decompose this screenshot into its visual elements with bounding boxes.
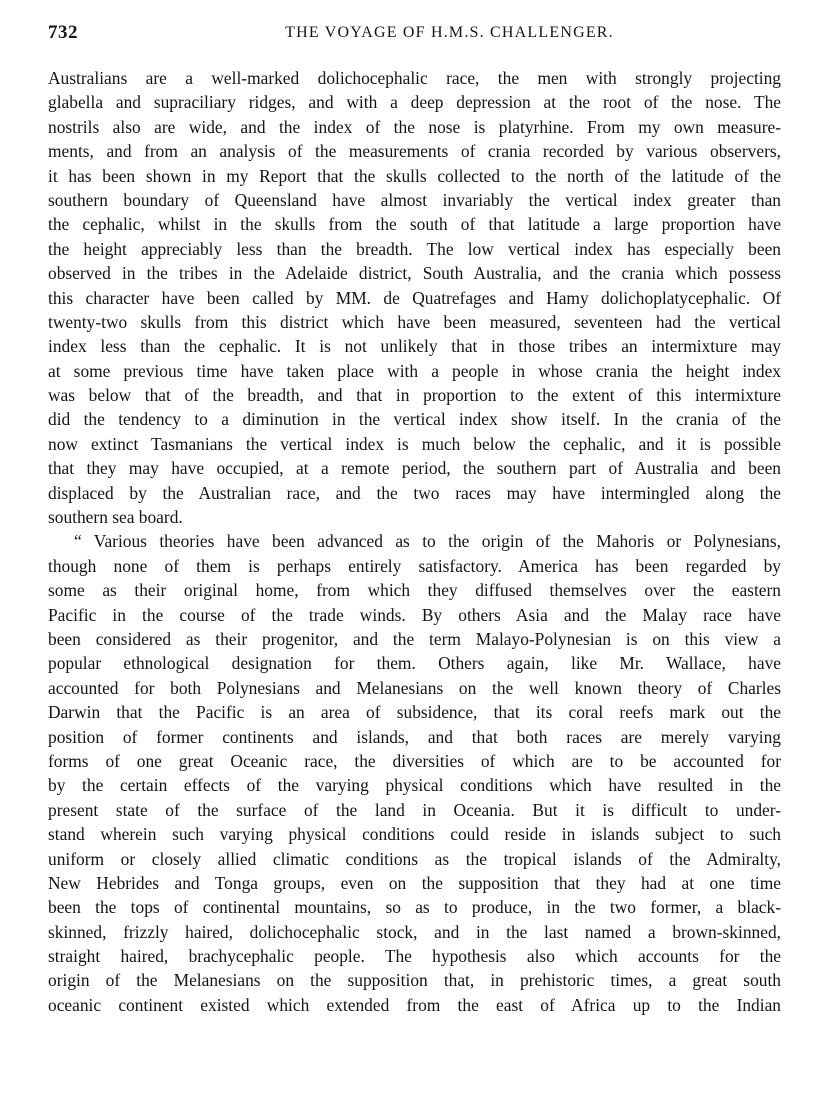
text-line: now extinct Tasmanians the vertical index is much below the cephalic, and it is possible	[48, 433, 781, 454]
body-text	[48, 66, 781, 1017]
text-line: accounted for both Polynesians and Melanesians on the well known theory of Charles	[48, 677, 781, 698]
text-line: twenty-two skulls from this district which have been measured, seventeen had the vertical	[48, 311, 781, 332]
text-line: uniform or closely allied climatic conditions as the tropical islands of the Admiralty,	[48, 848, 781, 869]
text-line: nostrils also are wide, and the index of the nose is platyrhine. From my own measure-	[48, 116, 781, 137]
text-line: been the tops of continental mountains, so as to produce, in the two former, a black-	[48, 897, 781, 918]
text-line: oceanic continent existed which extended from the east of Africa up to the Indian	[48, 994, 781, 1015]
text-line: origin of the Melanesians on the supposition that, in prehistoric times, a great south	[48, 970, 781, 991]
text-line: been considered as their progenitor, and the term Malayo-Polynesian is on this view a	[48, 628, 781, 649]
page-header	[48, 22, 781, 52]
text-line: position of former continents and islands, and that both races are merely varying	[48, 726, 781, 747]
text-line: Pacific in the course of the trade winds. By others Asia and the Malay race have	[48, 604, 781, 625]
text-line: straight haired, brachycephalic people. The hypothesis also which accounts for the	[48, 946, 781, 967]
text-line: though none of them is perhaps entirely satisfactory. America has been regarded by	[48, 555, 781, 576]
text-line: present state of the surface of the land in Oceania. But it is difficult to under-	[48, 799, 781, 820]
text-line: stand wherein such varying physical conditions could reside in islands subject to such	[48, 824, 781, 845]
text-line: at some previous time have taken place with a people in whose crania the height index	[48, 360, 781, 381]
text-line: southern boundary of Queensland have almost invariably the vertical index greater than	[48, 189, 781, 210]
running-head: THE VOYAGE OF H.M.S. CHALLENGER.	[285, 24, 614, 41]
text-line: glabella and supraciliary ridges, and with a deep depression at the root of the nose. The	[48, 92, 781, 113]
paragraph-2	[48, 529, 781, 1017]
text-line: that they may have occupied, at a remote period, the southern part of Australia and been	[48, 458, 781, 479]
page-number: 732	[48, 22, 78, 43]
text-line: skinned, frizzly haired, dolichocephalic stock, and in the last named a brown-skinned,	[48, 921, 781, 942]
text-line: popular ethnological designation for them. Others again, like Mr. Wallace, have	[48, 653, 781, 674]
text-line: Darwin that the Pacific is an area of subsidence, that its coral reefs mark out the	[48, 702, 781, 723]
text-line: did the tendency to a diminution in the vertical index show itself. In the crania of the	[48, 409, 781, 430]
text-line: Australians are a well-marked dolichocephalic race, the men with strongly projecting	[48, 68, 781, 88]
text-line: New Hebrides and Tonga groups, even on the supposition that they had at one time	[48, 872, 781, 893]
text-line: by the certain effects of the varying physical conditions which have resulted in the	[48, 775, 781, 796]
text-line: the height appreciably less than the breadth. The low vertical index has especially been	[48, 238, 781, 259]
text-line: the cephalic, whilst in the skulls from the south of that latitude a large proportion have	[48, 214, 781, 235]
text-line: index less than the cephalic. It is not unlikely that in those tribes an intermixture may	[48, 336, 781, 357]
text-line: southern sea board.	[48, 507, 183, 528]
text-line: forms of one great Oceanic race, the diversities of which are to be accounted for	[48, 750, 781, 771]
paragraph-1	[48, 66, 781, 529]
text-line: it has been shown in my Report that the skulls collected to the north of the latitude of the	[48, 165, 781, 186]
text-line: displaced by the Australian race, and the two races may have intermingled along the	[48, 482, 781, 503]
text-line: some as their original home, from which they diffused themselves over the eastern	[48, 580, 781, 601]
text-line: “ Various theories have been advanced as to the origin of the Mahoris or Polynesians,	[74, 531, 781, 552]
text-line: this character have been called by MM. de Quatrefages and Hamy dolichoplatycephalic. Of	[48, 287, 781, 308]
text-line: was below that of the breadth, and that in proportion to the extent of this intermixture	[48, 385, 781, 406]
text-line: observed in the tribes in the Adelaide district, South Australia, and the crania which possess	[48, 263, 781, 284]
text-line: ments, and from an analysis of the measurements of crania recorded by various observers,	[48, 141, 781, 162]
